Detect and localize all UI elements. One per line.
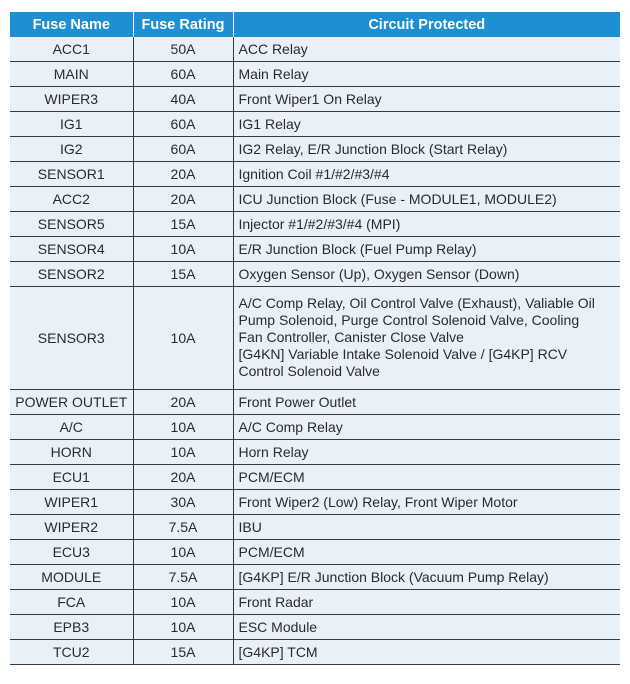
fuse-name-cell: POWER OUTLET	[10, 390, 133, 415]
table-row	[10, 415, 620, 440]
circuit-protected-cell	[233, 87, 620, 112]
table-row	[10, 615, 620, 640]
circuit-protected-cell	[233, 490, 620, 515]
fuse-name-cell: IG2	[10, 137, 133, 162]
circuit-protected-cell	[233, 237, 620, 262]
circuit-line: Front Wiper1 On Relay	[238, 90, 382, 107]
header-circuit-protected: Circuit Protected	[233, 12, 620, 37]
circuit-line: Front Power Outlet	[238, 393, 356, 410]
fuse-rating-cell: 7.5A	[133, 565, 233, 590]
circuit-line: Front Wiper2 (Low) Relay, Front Wiper Motor	[238, 493, 518, 510]
circuit-line: Fan Controller, Canister Close Valve	[238, 329, 464, 345]
circuit-line: ICU Junction Block (Fuse - MODULE1, MODULE2)	[238, 190, 557, 207]
fuse-name-cell: SENSOR5	[10, 212, 133, 237]
circuit-protected-cell	[233, 465, 620, 490]
table-row	[10, 137, 620, 162]
circuit-line: PCM/ECM	[238, 468, 305, 485]
fuse-rating-cell: 10A	[133, 237, 233, 262]
circuit-line: ACC Relay	[238, 40, 308, 57]
table-row	[10, 390, 620, 415]
fuse-name-cell: SENSOR1	[10, 162, 133, 187]
circuit-line: Control Solenoid Valve	[238, 363, 380, 379]
fuse-name-cell: IG1	[10, 112, 133, 137]
fuse-name-cell: SENSOR2	[10, 262, 133, 287]
fuse-rating-cell: 10A	[133, 415, 233, 440]
table-row	[10, 187, 620, 212]
table-row	[10, 112, 620, 137]
table-body	[10, 37, 620, 665]
fuse-table	[10, 12, 620, 665]
circuit-protected-cell	[233, 440, 620, 465]
fuse-name-cell: ACC1	[10, 37, 133, 62]
fuse-rating-cell: 10A	[133, 287, 233, 390]
circuit-line: IG1 Relay	[238, 115, 301, 132]
table-row	[10, 262, 620, 287]
fuse-rating-cell: 10A	[133, 615, 233, 640]
table-row	[10, 640, 620, 665]
fuse-rating-cell: 20A	[133, 390, 233, 415]
fuse-name-cell: FCA	[10, 590, 133, 615]
fuse-rating-cell: 7.5A	[133, 515, 233, 540]
table-row	[10, 490, 620, 515]
circuit-line: A/C Comp Relay, Oil Control Valve (Exhaust), Valiable Oil	[238, 295, 595, 311]
fuse-rating-cell: 20A	[133, 187, 233, 212]
circuit-protected-cell	[233, 137, 620, 162]
circuit-protected-cell	[233, 287, 620, 390]
fuse-name-cell: WIPER2	[10, 515, 133, 540]
fuse-rating-cell: 20A	[133, 162, 233, 187]
table-row	[10, 287, 620, 390]
fuse-name-cell: ECU3	[10, 540, 133, 565]
circuit-line: E/R Junction Block (Fuel Pump Relay)	[238, 240, 477, 257]
fuse-rating-cell: 10A	[133, 590, 233, 615]
circuit-line: Main Relay	[238, 65, 309, 82]
fuse-rating-cell: 30A	[133, 490, 233, 515]
table-row	[10, 62, 620, 87]
circuit-line: PCM/ECM	[238, 543, 305, 560]
fuse-rating-cell: 20A	[133, 465, 233, 490]
circuit-line: A/C Comp Relay	[238, 418, 343, 435]
circuit-protected-cell	[233, 590, 620, 615]
table-row	[10, 515, 620, 540]
fuse-rating-cell: 15A	[133, 212, 233, 237]
table-row	[10, 590, 620, 615]
table-row	[10, 440, 620, 465]
header-fuse-rating: Fuse Rating	[133, 12, 233, 37]
table-row	[10, 465, 620, 490]
circuit-line: Oxygen Sensor (Up), Oxygen Sensor (Down)	[238, 265, 520, 282]
fuse-rating-cell: 40A	[133, 87, 233, 112]
circuit-protected-cell	[233, 565, 620, 590]
table-row	[10, 212, 620, 237]
fuse-name-cell: HORN	[10, 440, 133, 465]
fuse-name-cell: EPB3	[10, 615, 133, 640]
circuit-line: ESC Module	[238, 618, 318, 635]
circuit-line: [G4KN] Variable Intake Solenoid Valve / [G4KP] RCV	[238, 346, 568, 362]
circuit-line: [G4KP] E/R Junction Block (Vacuum Pump Relay)	[238, 568, 549, 585]
circuit-line: Horn Relay	[238, 443, 309, 460]
fuse-name-cell: ECU1	[10, 465, 133, 490]
fuse-rating-cell: 10A	[133, 540, 233, 565]
fuse-rating-cell: 50A	[133, 37, 233, 62]
fuse-name-cell: MODULE	[10, 565, 133, 590]
table-row	[10, 87, 620, 112]
circuit-protected-cell	[233, 415, 620, 440]
circuit-line: Ignition Coil #1/#2/#3/#4	[238, 165, 390, 182]
fuse-rating-cell: 60A	[133, 112, 233, 137]
circuit-line: Injector #1/#2/#3/#4 (MPI)	[238, 215, 401, 232]
fuse-name-cell: WIPER3	[10, 87, 133, 112]
table-row	[10, 37, 620, 62]
table-row	[10, 162, 620, 187]
circuit-protected-cell	[233, 515, 620, 540]
circuit-protected-cell	[233, 262, 620, 287]
fuse-rating-cell: 10A	[133, 440, 233, 465]
table-row	[10, 565, 620, 590]
fuse-name-cell: MAIN	[10, 62, 133, 87]
circuit-protected-cell	[233, 390, 620, 415]
circuit-protected-cell	[233, 187, 620, 212]
table-row	[10, 540, 620, 565]
fuse-name-cell: TCU2	[10, 640, 133, 665]
circuit-line: Pump Solenoid, Purge Control Solenoid Valve, Cooling	[238, 312, 580, 328]
circuit-line: IBU	[238, 518, 262, 535]
circuit-line: [G4KP] TCM	[238, 643, 318, 660]
circuit-protected-cell	[233, 62, 620, 87]
fuse-name-cell: ACC2	[10, 187, 133, 212]
circuit-protected-cell	[233, 112, 620, 137]
fuse-rating-cell: 60A	[133, 62, 233, 87]
circuit-protected-cell	[233, 212, 620, 237]
fuse-rating-cell: 15A	[133, 640, 233, 665]
circuit-protected-cell	[233, 162, 620, 187]
fuse-name-cell: A/C	[10, 415, 133, 440]
circuit-protected-cell	[233, 37, 620, 62]
circuit-protected-cell	[233, 540, 620, 565]
fuse-rating-cell: 15A	[133, 262, 233, 287]
circuit-protected-cell	[233, 640, 620, 665]
circuit-line: IG2 Relay, E/R Junction Block (Start Relay)	[238, 140, 508, 157]
fuse-name-cell: SENSOR3	[10, 287, 133, 390]
table-row	[10, 237, 620, 262]
header-row	[10, 12, 620, 37]
header-fuse-name: Fuse Name	[10, 12, 133, 37]
fuse-rating-cell: 60A	[133, 137, 233, 162]
fuse-name-cell: SENSOR4	[10, 237, 133, 262]
circuit-protected-cell	[233, 615, 620, 640]
circuit-line: Front Radar	[238, 593, 314, 610]
fuse-name-cell: WIPER1	[10, 490, 133, 515]
